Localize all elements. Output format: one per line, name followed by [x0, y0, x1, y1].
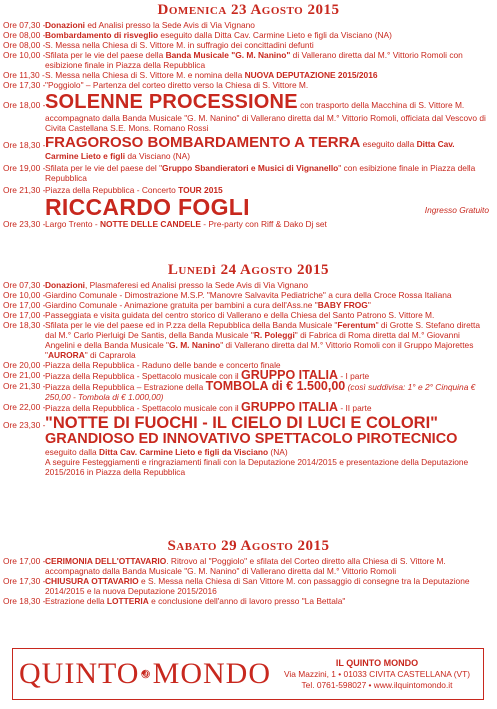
event-headline: SOLENNE PROCESSIONE — [45, 91, 298, 113]
text: Banda Musicale "G. M. Nanino" — [165, 50, 291, 60]
day-title-saturday: Sabato 29 Agosto 2015 — [167, 538, 330, 554]
text: Gruppo Sbandieratori e Musici di Vignanello — [162, 163, 339, 173]
text: NOTTE DELLE CANDELE — [99, 219, 201, 229]
time: Ore 19,00 - — [3, 163, 46, 173]
description — [45, 300, 497, 310]
contact-info — [271, 658, 483, 691]
description — [45, 402, 497, 413]
schedule-row — [0, 415, 497, 477]
company-name: IL QUINTO MONDO — [335, 657, 419, 668]
schedule-row — [0, 402, 497, 413]
text: (così suddivisa: 1° e 2° Cinquina € 250,00 - Tombola di € 1.000,00) — [45, 382, 476, 402]
time: Ore 07,30 - — [3, 20, 46, 30]
description: Passeggiata e visita guidata del centro storico di Vallerano e della Chiesa del Santo Patrono S. Vittore M. — [45, 310, 435, 320]
time: Ore 23,30 - — [3, 420, 46, 430]
text: Largo Trento - — [45, 219, 100, 229]
description — [45, 280, 497, 290]
address: Via Mazzini, 1 • 01033 CIVITA CASTELLANA (VT) — [283, 668, 470, 679]
phone-website: Tel. 0761-598027 • www.ilquintomondo.it — [301, 679, 453, 690]
time: Ore 21,30 - — [3, 185, 46, 195]
time: Ore 21,00 - — [3, 370, 46, 380]
description — [45, 596, 497, 606]
text: - I parte — [338, 371, 370, 381]
text: BABY FROG — [317, 300, 368, 310]
schedule-row — [0, 40, 497, 50]
logo-text-right: MONDO — [152, 657, 271, 690]
text: Bombardamento di risveglio — [45, 30, 159, 40]
text: TOMBOLA di € 1.500,00 — [205, 379, 346, 393]
description — [45, 92, 497, 133]
saturday-schedule — [0, 556, 497, 606]
description — [45, 381, 497, 402]
time: Ore 20,00 - — [3, 360, 46, 370]
free-entry-tag: Ingresso Gratuito — [424, 205, 489, 215]
sunday-schedule — [0, 20, 497, 229]
text: eseguito dalla — [45, 447, 100, 457]
schedule-row — [0, 70, 497, 80]
schedule-row — [0, 92, 497, 133]
time: Ore 08,00 - — [3, 40, 46, 50]
text: " di Caprarola — [84, 350, 136, 360]
text: Ferentum — [337, 320, 376, 330]
text: Sfilata per le vie del paese del " — [45, 163, 163, 173]
description — [45, 163, 497, 183]
text: (NA) — [268, 447, 288, 457]
text: Sfilata per le vie del paese della — [45, 50, 166, 60]
text: , Plasmaferesi ed Analisi presso la Sede Avis di Via Vignano — [85, 280, 309, 290]
event-headline: RICCARDO FOGLI — [45, 194, 250, 220]
text: Giardino Comunale - Animazione gratuita per bambini a cura dell'Ass.ne " — [45, 300, 318, 310]
text: ed Analisi presso la Sede Avis di Via Vignano — [85, 20, 255, 30]
schedule-row — [0, 163, 497, 183]
schedule-row — [0, 576, 497, 596]
text: TOUR 2015 — [178, 185, 223, 195]
schedule-row — [0, 556, 497, 576]
time: Ore 08,00 - — [3, 30, 46, 40]
schedule-row — [0, 320, 497, 360]
text: Donazioni — [45, 280, 86, 290]
description — [45, 135, 497, 161]
description — [45, 50, 497, 70]
text: Sfilata per le vie del paese ed in P.zza della Repubblica della Banda Musicale " — [45, 320, 338, 330]
text: " — [367, 300, 371, 310]
time: Ore 18,00 - — [3, 100, 46, 110]
description — [45, 70, 497, 80]
event-subheadline: GRANDIOSO ED INNOVATIVO SPETTACOLO PIROTECNICO — [45, 431, 458, 447]
text: G. M. Nanino — [169, 340, 221, 350]
text: da Visciano (NA) — [125, 151, 191, 161]
time: Ore 11,30 - — [3, 70, 45, 80]
text: - Pre-party con Riff & Dako Dj set — [200, 219, 327, 229]
description: Giardino Comunale - Dimostrazione M.S.P. "Manovre Salvavita Pediatriche" a cura della Croce Rossa Italiana — [45, 290, 452, 300]
text: - II parte — [338, 403, 372, 413]
text: " con esibizione finale in Piazza della Repubblica — [45, 163, 476, 183]
text: A seguire Festeggiamenti e ringraziamenti finali con la Deputazione 2014/2015 e presentazione della Deputazione 2015/2016 in Piazza della Repubblica — [45, 457, 469, 477]
text: con trasporto della Macchina di S. Vittore M. accompagnato dalla Banda Musicale "G. M. Nanino" di Vallerano diretta dal M.° Vittorio Romoli, officiata dal Vescovo di Civita Castellana S.E. Mons. Romano Rossi — [45, 100, 486, 133]
schedule-row — [0, 135, 497, 161]
text: AURORA — [47, 350, 85, 360]
time: Ore 18,30 - — [3, 140, 46, 150]
time: Ore 17,00 - — [3, 556, 46, 566]
time: Ore 18,30 - — [3, 320, 46, 330]
text: . Ritrovo al "Poggiolo" e sfilata del Corteo diretto alla Chiesa di S. Vittore M. accompagnato dalla Banda Musicale "G. M. Nanino" di Vallerano diretta dal M.° Vittorio Romoli — [45, 556, 446, 576]
text: " di Vallerano diretta dal M.° Vittorio Romoli con il Gruppo Majorettes " — [45, 340, 474, 360]
time: Ore 07,30 - — [3, 280, 46, 290]
description: "Poggiolo" – Partenza del corteo diretto verso la Chiesa di S. Vittore M. — [45, 80, 309, 90]
description — [45, 415, 497, 477]
text: e conclusione dell'anno di lavoro presso "La Bettala" — [148, 596, 346, 606]
text: CERIMONIA DELL'OTTAVARIO — [45, 556, 167, 566]
schedule-row — [0, 290, 497, 300]
spiral-logo-icon — [141, 660, 150, 688]
schedule-row — [0, 300, 497, 310]
description — [45, 556, 497, 576]
schedule-row — [0, 219, 497, 229]
description — [45, 185, 497, 219]
description — [45, 576, 497, 596]
text: " di Grotte S. Stefano diretta dal M.° Carlo Pierluigi De Santis, della Banda Musicale " — [45, 320, 481, 340]
description — [45, 320, 497, 360]
text: " di Fabrica di Roma diretta dal M.° Giovanni Angelini e della Banda Musicale " — [45, 330, 460, 350]
time: Ore 23,30 - — [3, 219, 46, 229]
text: GRUPPO ITALIA — [241, 400, 338, 414]
text: Donazioni — [45, 20, 86, 30]
logo-text-left: QUINTO — [19, 657, 140, 690]
schedule-row — [0, 50, 497, 70]
text: LOTTERIA — [106, 596, 149, 606]
text: Piazza della Repubblica - Concerto — [45, 185, 179, 195]
schedule-row — [0, 310, 497, 320]
time: Ore 17,00 - — [3, 300, 46, 310]
time: Ore 21,30 - — [3, 381, 46, 391]
text: GRUPPO ITALIA — [241, 368, 338, 382]
text: eseguito dalla Ditta Cav. Carmine Lieto e figli da Visciano (NA) — [158, 30, 392, 40]
time: Ore 17,30 - — [3, 576, 46, 586]
description: Piazza della Repubblica - Raduno delle bande e concerto finale — [45, 360, 281, 370]
event-headline: FRAGOROSO BOMBARDAMENTO A TERRA — [45, 134, 361, 151]
schedule-row — [0, 185, 497, 219]
description: S. Messa nella Chiesa di S. Vittore M. in suffragio dei concittadini defunti — [45, 40, 314, 50]
schedule-row — [0, 596, 497, 606]
text: Piazza della Repubblica - Spettacolo musicale con il — [45, 371, 241, 381]
text: Piazza della Repubblica - Spettacolo musicale con il — [45, 403, 241, 413]
text: Estrazione della — [45, 596, 107, 606]
text: S. Messa nella Chiesa di S. Vittore M. e nomina della — [45, 70, 245, 80]
schedule-row — [0, 30, 497, 40]
text: Ditta Cav. Carmine Lieto e figli da Visciano — [99, 447, 269, 457]
text: R. Poleggi — [253, 330, 295, 340]
text: e S. Messa nella Chiesa di San Vittore M. con passaggio di consegne tra la Deputazione 2014/2015 e la nuova Deputazione 2015/2016 — [45, 576, 470, 596]
description — [45, 20, 497, 30]
schedule-row — [0, 20, 497, 30]
text: Piazza della Repubblica – Estrazione della — [45, 382, 206, 392]
schedule-row — [0, 381, 497, 402]
time: Ore 22,00 - — [3, 402, 46, 412]
text: di Vallerano diretta dal M.° Vittorio Romoli con esibizione finale in Piazza della Repubblica — [45, 50, 463, 70]
text: NUOVA DEPUTAZIONE 2015/2016 — [244, 70, 378, 80]
sponsor-box — [12, 648, 484, 700]
day-title-monday: Lunedì 24 Agosto 2015 — [167, 262, 330, 278]
text: CHIUSURA OTTAVARIO — [45, 576, 139, 586]
schedule-row — [0, 280, 497, 290]
time: Ore 17,00 - — [3, 310, 46, 320]
schedule-row — [0, 80, 497, 90]
time: Ore 17,30 - — [3, 80, 46, 90]
monday-schedule — [0, 280, 497, 477]
day-title-sunday: Domenica 23 Agosto 2015 — [157, 2, 340, 18]
quinto-mondo-logo — [13, 657, 271, 691]
event-headline: "NOTTE DI FUOCHI - IL CIELO DI LUCI E COLORI" — [45, 414, 439, 432]
time: Ore 10,00 - — [3, 290, 46, 300]
time: Ore 18,30 - — [3, 596, 46, 606]
description — [45, 219, 497, 229]
time: Ore 10,00 - — [3, 50, 46, 60]
description — [45, 30, 497, 40]
text: eseguito dalla — [360, 139, 417, 149]
text: Ditta Cav. Carmine Lieto e figli — [45, 139, 455, 161]
